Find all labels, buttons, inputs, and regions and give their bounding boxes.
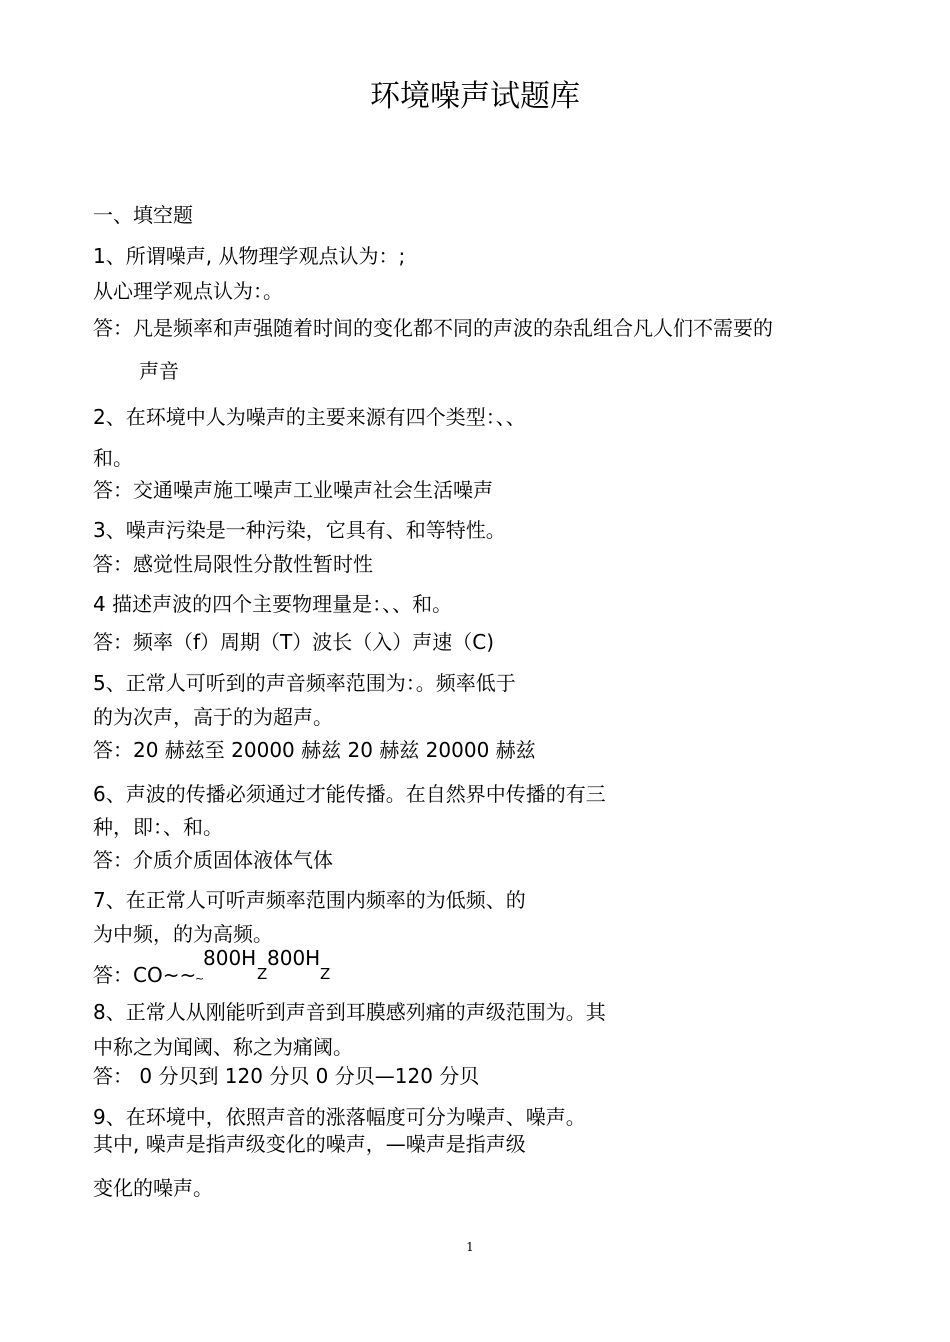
question-9-line-3: 变化的噪声。	[93, 1176, 213, 1200]
page-title: 环境噪声试题库	[370, 79, 580, 114]
question-5-line-1: 5、正常人可听到的声音频率范围为：。频率低于	[93, 671, 516, 695]
question-3-line-1: 3、噪声污染是一种污染，它具有、和等特性。	[93, 518, 506, 542]
question-7-line-2: 为中频，的为高频。	[93, 922, 273, 946]
answer-1-line-2: 声音	[139, 359, 179, 383]
answer-2: 答：交通噪声施工噪声工业噪声社会生活噪声	[93, 478, 493, 502]
question-6-line-1: 6、声波的传播必须通过才能传播。在自然界中传播的有三	[93, 782, 606, 806]
answer-7-prefix: 答：CO~~	[93, 963, 197, 987]
answer-7-unit-1: Z	[257, 965, 268, 983]
answer-6: 答：介质介质固体液体气体	[93, 848, 333, 872]
section-heading: 一、填空题	[93, 203, 193, 227]
answer-5: 答：20 赫兹至 20000 赫兹 20 赫兹 20000 赫兹	[93, 738, 536, 762]
answer-4: 答：频率（f）周期（T）波长（入）声速（C)	[93, 630, 495, 654]
question-2-line-1: 2、在环境中人为噪声的主要来源有四个类型：、、	[93, 405, 526, 429]
answer-1-line-1: 答：凡是频率和声强随着时间的变化都不同的声波的杂乱组合凡人们不需要的	[93, 316, 773, 340]
question-9-line-2: 其中, 噪声是指声级变化的噪声，—噪声是指声级	[93, 1132, 526, 1156]
question-1-line-2: 从心理学观点认为：。	[93, 279, 283, 303]
answer-7-tilde: ~	[195, 972, 205, 985]
page-number: 1	[466, 1240, 474, 1254]
answer-7-value-2: 800H	[267, 946, 321, 970]
answer-3: 答：感觉性局限性分散性暂时性	[93, 552, 373, 576]
question-1-line-1: 1、所谓噪声, 从物理学观点认为：;	[93, 244, 406, 268]
answer-8: 答： 0 分贝到 120 分贝 0 分贝—120 分贝	[93, 1064, 480, 1088]
question-6-line-2: 种，即：、和。	[93, 815, 223, 839]
question-5-line-2: 的为次声，高于的为超声。	[93, 705, 333, 729]
answer-7-value-1: 800H	[203, 946, 257, 970]
question-8-line-1: 8、正常人从刚能听到声音到耳膜感列痛的声级范围为。其	[93, 1000, 606, 1024]
question-9-line-1: 9、在环境中，依照声音的涨落幅度可分为噪声、噪声。	[93, 1105, 586, 1129]
question-8-line-2: 中称之为闻阈、称之为痛阈。	[93, 1035, 353, 1059]
question-4-line-1: 4 描述声波的四个主要物理量是：、、和。	[93, 592, 453, 616]
question-2-line-2: 和。	[93, 446, 133, 470]
question-7-line-1: 7、在正常人可听声频率范围内频率的为低频、的	[93, 888, 526, 912]
answer-7-unit-2: Z	[320, 965, 331, 983]
